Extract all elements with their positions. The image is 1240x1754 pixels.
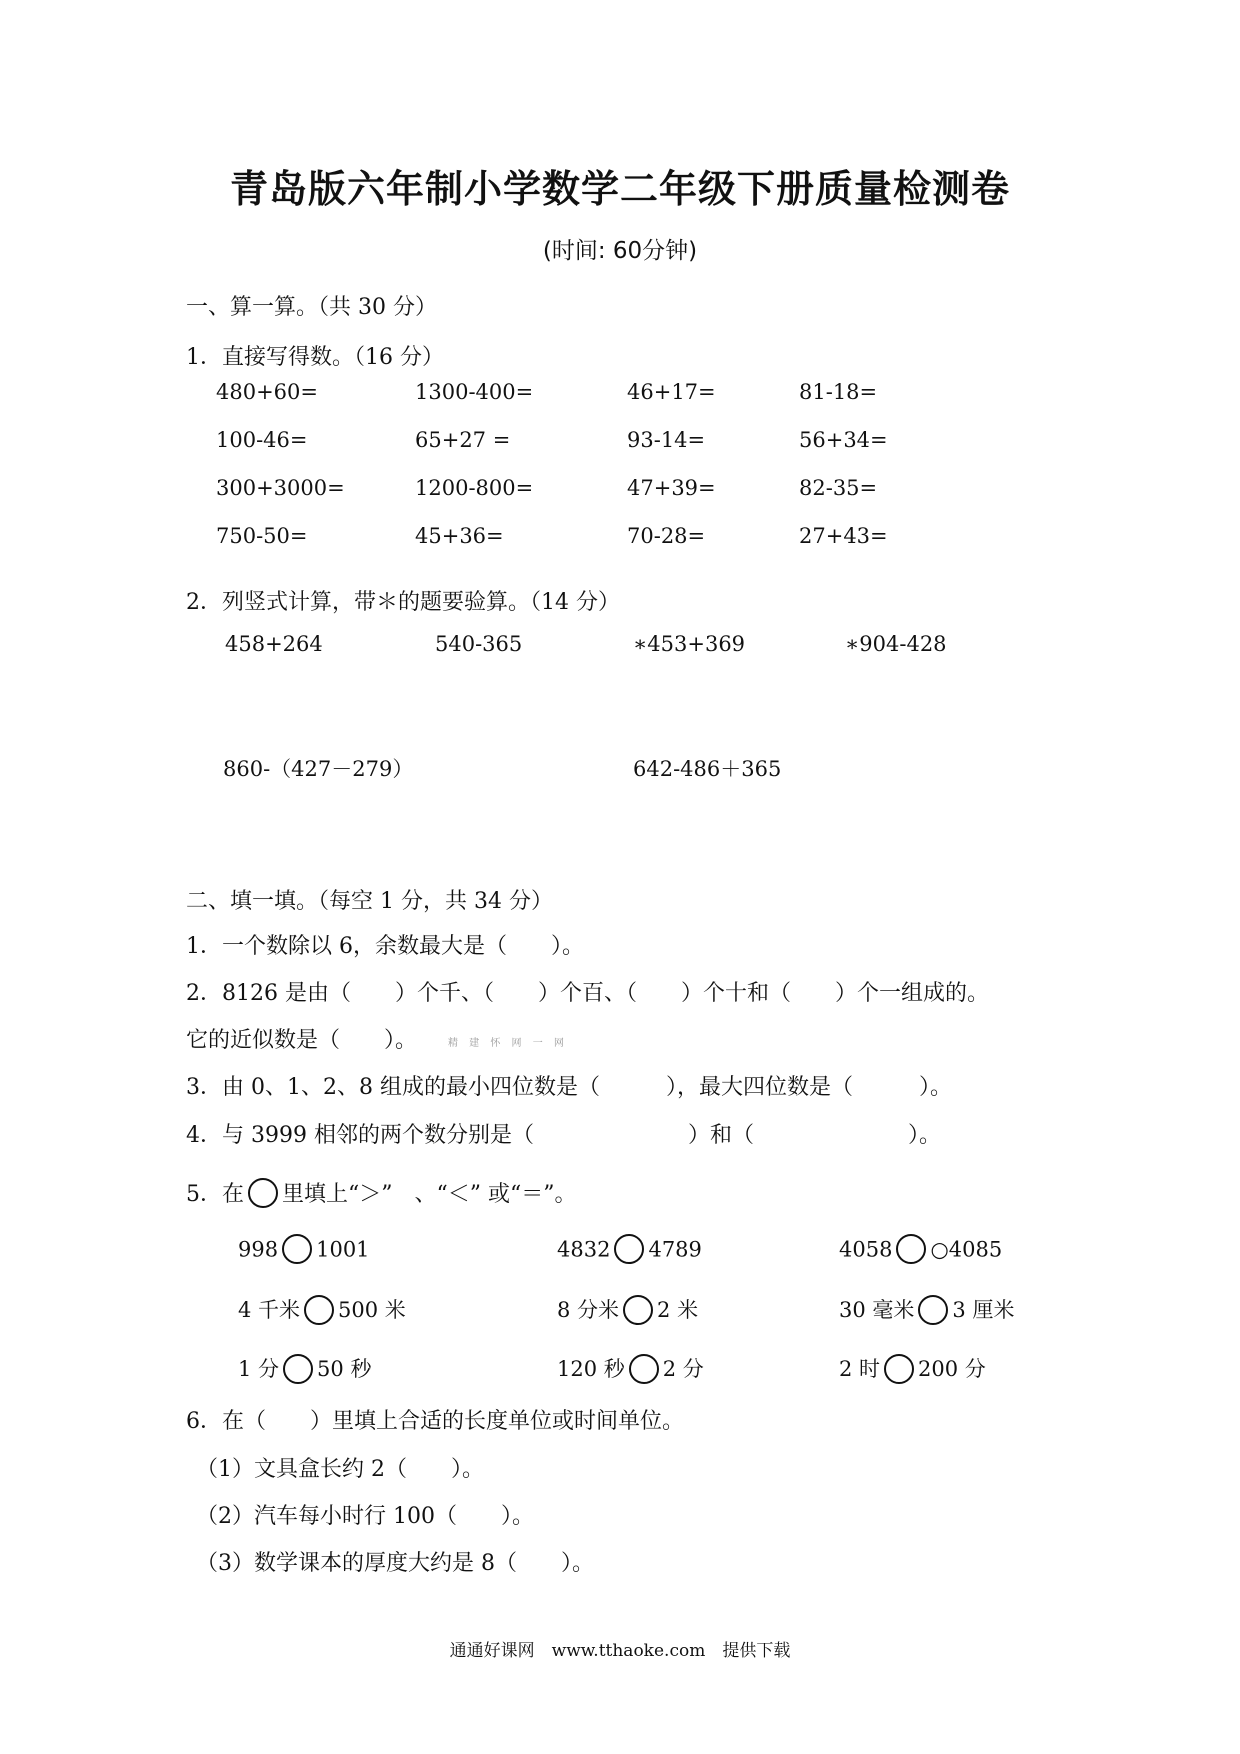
s2-q5-instruction <box>186 1177 576 1210</box>
exam-time: (时间: 60分钟) <box>542 238 698 264</box>
arithmetic-item: 93-14= <box>627 428 706 452</box>
compare-left: 1 分 <box>238 1357 280 1381</box>
s2-q3: 3．由 0、1、2、8 组成的最小四位数是（ ），最大四位数是（ ）。 <box>186 1075 952 1100</box>
watermark: 精 建 怀 网 一 网 <box>448 1038 568 1049</box>
compare-item <box>238 1236 370 1266</box>
answer-circle-icon[interactable] <box>896 1234 926 1264</box>
arithmetic-item: 750-50= <box>216 524 308 548</box>
compare-item <box>839 1236 1002 1266</box>
arithmetic-item: 47+39= <box>627 476 716 500</box>
compare-item <box>839 1353 986 1386</box>
answer-circle-icon[interactable] <box>884 1354 914 1384</box>
compare-right: 1001 <box>316 1237 370 1262</box>
answer-circle-icon[interactable] <box>614 1234 644 1264</box>
s2-q2-continued: 它的近似数是（ ）。 <box>186 1028 418 1053</box>
compare-right: 200 分 <box>918 1357 986 1381</box>
answer-circle-icon[interactable] <box>918 1295 948 1325</box>
compare-left: 4832 <box>557 1237 611 1262</box>
compare-right: 50 秒 <box>317 1357 372 1381</box>
section2-heading: 二、填一填。（每空 1 分，共 34 分） <box>186 889 553 914</box>
s2-q5-suffix: 里填上“＞” 、“＜” 或“＝”。 <box>282 1182 577 1207</box>
s1-q1-label: 1．直接写得数。（16 分） <box>186 345 444 370</box>
s2-q6-item: （3）数学课本的厚度大约是 8（ ）。 <box>196 1551 594 1576</box>
compare-right: ○4085 <box>930 1237 1003 1262</box>
answer-circle-icon[interactable] <box>623 1295 653 1325</box>
compare-left: 30 毫米 <box>839 1298 915 1322</box>
s2-q6-item: （1）文具盒长约 2（ ）。 <box>196 1457 484 1482</box>
compare-item <box>557 1294 698 1327</box>
compare-left: 2 时 <box>839 1357 881 1381</box>
compare-item <box>557 1236 702 1266</box>
s2-q2: 2．8126 是由（ ）个千、（ ）个百、（ ）个十和（ ）个一组成的。 <box>186 981 989 1006</box>
compare-left: 4 千米 <box>238 1298 301 1322</box>
arithmetic-item: 27+43= <box>799 524 888 548</box>
arithmetic-item: 300+3000= <box>216 476 345 500</box>
vertical-calc-item: 458+264 <box>225 632 323 656</box>
footer: 通通好课网 www.tthaoke.com 提供下载 <box>449 1641 791 1661</box>
arithmetic-item: 1200-800= <box>415 476 534 500</box>
s2-q5-prefix: 5．在 <box>186 1182 244 1207</box>
compare-left: 4058 <box>839 1237 893 1262</box>
vertical-calc-item: ∗904-428 <box>845 632 947 656</box>
compare-right: 4789 <box>648 1237 702 1262</box>
compare-right: 2 分 <box>662 1357 704 1381</box>
compare-item <box>238 1353 371 1386</box>
compare-right: 2 米 <box>657 1298 699 1322</box>
vertical-calc-item: 860-（427－279） <box>223 757 414 781</box>
blank-circle-icon <box>248 1178 278 1208</box>
vertical-calc-item: ∗453+369 <box>633 632 746 656</box>
arithmetic-item: 480+60= <box>216 380 318 404</box>
s2-q1: 1．一个数除以 6，余数最大是（ ）。 <box>186 934 584 959</box>
arithmetic-item: 70-28= <box>627 524 706 548</box>
answer-circle-icon[interactable] <box>629 1354 659 1384</box>
answer-circle-icon[interactable] <box>304 1295 334 1325</box>
arithmetic-item: 65+27 = <box>415 428 511 452</box>
s1-q2-label: 2．列竖式计算，带＊的题要验算。（14 分） <box>186 590 620 615</box>
compare-left: 8 分米 <box>557 1298 620 1322</box>
arithmetic-item: 46+17= <box>627 380 716 404</box>
arithmetic-item: 45+36= <box>415 524 504 548</box>
compare-right: 500 米 <box>338 1298 406 1322</box>
compare-item <box>557 1353 704 1386</box>
vertical-calc-item: 540-365 <box>435 632 523 656</box>
vertical-calc-item: 642-486＋365 <box>633 757 782 781</box>
s2-q6-item: （2）汽车每小时行 100（ ）。 <box>196 1504 534 1529</box>
s2-q4: 4．与 3999 相邻的两个数分别是（ ）和（ ）。 <box>186 1123 941 1148</box>
arithmetic-item: 100-46= <box>216 428 308 452</box>
answer-circle-icon[interactable] <box>283 1354 313 1384</box>
arithmetic-item: 82-35= <box>799 476 878 500</box>
compare-item <box>839 1294 1014 1327</box>
answer-circle-icon[interactable] <box>282 1234 312 1264</box>
page-title: 青岛版六年制小学数学二年级下册质量检测卷 <box>229 167 1010 211</box>
compare-left: 120 秒 <box>557 1357 625 1381</box>
arithmetic-item: 56+34= <box>799 428 888 452</box>
section1-heading: 一、算一算。（共 30 分） <box>186 295 437 320</box>
s2-q6-label: 6．在（ ）里填上合适的长度单位或时间单位。 <box>186 1409 684 1434</box>
compare-left: 998 <box>238 1237 279 1262</box>
compare-right: 3 厘米 <box>952 1298 1015 1322</box>
arithmetic-item: 81-18= <box>799 380 878 404</box>
arithmetic-item: 1300-400= <box>415 380 534 404</box>
compare-item <box>238 1294 406 1327</box>
